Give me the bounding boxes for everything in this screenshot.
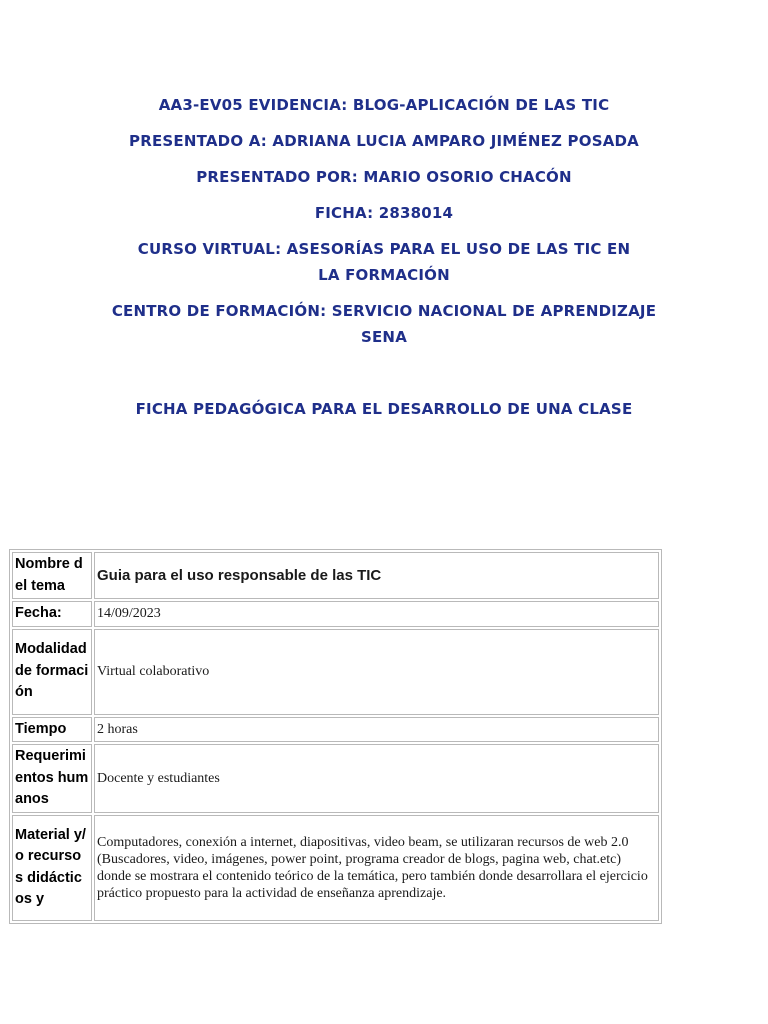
table-row — [12, 744, 659, 813]
row-label: Material y/o recursos didácticos y — [15, 826, 86, 907]
presented-by: PRESENTADO POR: MARIO OSORIO CHACÓN — [196, 168, 572, 186]
row-label-cell — [12, 815, 92, 921]
row-value: Docente y estudiantes — [94, 744, 659, 813]
table-row — [12, 601, 659, 627]
row-value: Computadores, conexión a internet, diapositivas, video beam, se utilizaran recursos de web 2.0 (Buscadores, video, imágenes, power point, programa creador de blogs, pagina web, chat.etc) donde se mostrara el contenido teórico de la temática, pero también donde desarrollara el ejercicio práctico propuesto para la actividad de enseñanza aprendizaje. — [94, 815, 659, 921]
course-name: CURSO VIRTUAL: ASESORÍAS PARA EL USO DE LAS TIC EN LA FORMACIÓN — [137, 240, 631, 284]
row-label: Nombre del tema — [12, 552, 92, 599]
section-title: FICHA PEDAGÓGICA PARA EL DESARROLLO DE UNA CLASE — [135, 400, 633, 418]
row-value: Guia para el uso responsable de las TIC — [94, 552, 659, 599]
pedagogical-table — [9, 549, 662, 924]
training-center: CENTRO DE FORMACIÓN: SERVICIO NACIONAL DE APRENDIZAJE SENA — [111, 302, 657, 346]
row-label: Tiempo — [12, 717, 92, 743]
presented-to: PRESENTADO A: ADRIANA LUCIA AMPARO JIMÉNEZ POSADA — [129, 132, 639, 150]
row-value: Virtual colaborativo — [94, 629, 659, 715]
row-label: Modalidad de formación — [12, 629, 92, 715]
row-label: Fecha: — [12, 601, 92, 627]
table-row — [12, 815, 659, 921]
table-row — [12, 552, 659, 599]
ficha-number: FICHA: 2838014 — [314, 204, 454, 222]
table-row — [12, 717, 659, 743]
evidence-title: AA3-EV05 EVIDENCIA: BLOG-APLICACIÓN DE LAS TIC — [158, 96, 610, 114]
row-value: 14/09/2023 — [94, 601, 659, 627]
row-label: Requerimientos humanos — [12, 744, 92, 813]
row-value: 2 horas — [94, 717, 659, 743]
table-row — [12, 629, 659, 715]
